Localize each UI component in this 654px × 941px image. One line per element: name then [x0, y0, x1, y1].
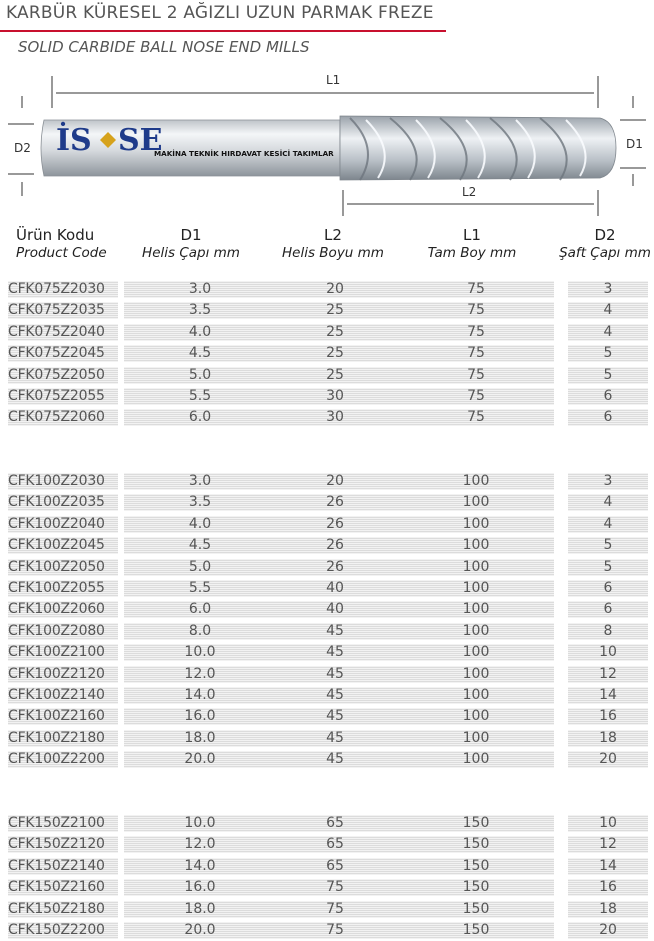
- l1-cell: 75: [398, 324, 554, 341]
- d1-cell: 10.0: [124, 815, 276, 832]
- d2-cell: 16: [568, 879, 648, 896]
- product-code-cell: CFK100Z2055: [8, 580, 118, 597]
- table-row: [8, 879, 648, 896]
- l2-cell: 45: [272, 730, 398, 747]
- l2-cell: 25: [272, 367, 398, 384]
- d2-cell: 5: [568, 537, 648, 554]
- table-row: [8, 559, 648, 576]
- table-row: [8, 324, 648, 341]
- d1-cell: 20.0: [124, 751, 276, 768]
- l2-cell: 45: [272, 666, 398, 683]
- header-l1-sub: Tam Boy mm: [427, 245, 517, 261]
- d1-cell: 16.0: [124, 708, 276, 725]
- d1-cell: 14.0: [124, 858, 276, 875]
- product-code-cell: CFK075Z2055: [8, 388, 118, 405]
- d2-cell: 5: [568, 345, 648, 362]
- l1-cell: 75: [398, 281, 554, 298]
- l2-cell: 75: [272, 922, 398, 939]
- l1-cell: 100: [398, 708, 554, 725]
- d2-cell: 4: [568, 494, 648, 511]
- table-row: [8, 751, 648, 768]
- d1-cell: 12.0: [124, 666, 276, 683]
- table-row: [8, 922, 648, 939]
- l2-cell: 30: [272, 409, 398, 426]
- table-row: [8, 730, 648, 747]
- table-row: [8, 409, 648, 426]
- l1-cell: 75: [398, 388, 554, 405]
- product-code-cell: CFK100Z2140: [8, 687, 118, 704]
- d1-cell: 4.0: [124, 516, 276, 533]
- product-code-cell: CFK100Z2200: [8, 751, 118, 768]
- l1-cell: 100: [398, 751, 554, 768]
- l1-cell: 75: [398, 409, 554, 426]
- table-row: [8, 708, 648, 725]
- d2-cell: 20: [568, 922, 648, 939]
- product-code-cell: CFK075Z2045: [8, 345, 118, 362]
- l2-label: L2: [462, 185, 477, 199]
- product-code-cell: CFK075Z2040: [8, 324, 118, 341]
- d1-cell: 3.0: [124, 473, 276, 490]
- table-row: [8, 623, 648, 640]
- l2-cell: 30: [272, 388, 398, 405]
- product-code-cell: CFK075Z2060: [8, 409, 118, 426]
- title-english: SOLID CARBIDE BALL NOSE END MILLS: [18, 38, 310, 56]
- l1-cell: 150: [398, 922, 554, 939]
- l1-cell: 100: [398, 473, 554, 490]
- table-row: [8, 580, 648, 597]
- d1-cell: 5.5: [124, 580, 276, 597]
- d1-cell: 6.0: [124, 601, 276, 618]
- header-d2-main: D2: [594, 226, 616, 244]
- header-l1-main: L1: [463, 226, 481, 244]
- l2-cell: 26: [272, 516, 398, 533]
- d2-cell: 10: [568, 644, 648, 661]
- l1-cell: 100: [398, 559, 554, 576]
- header-l1: [421, 226, 523, 261]
- d2-label: D2: [14, 141, 31, 155]
- table-row: [8, 901, 648, 918]
- l2-cell: 45: [272, 623, 398, 640]
- d2-cell: 14: [568, 858, 648, 875]
- d1-cell: 3.5: [124, 494, 276, 511]
- d1-cell: 5.0: [124, 559, 276, 576]
- l1-label: L1: [326, 73, 341, 87]
- product-code-cell: CFK150Z2180: [8, 901, 118, 918]
- d2-cell: 4: [568, 516, 648, 533]
- product-code-cell: CFK100Z2120: [8, 666, 118, 683]
- l1-cell: 75: [398, 345, 554, 362]
- l1-cell: 150: [398, 879, 554, 896]
- d1-cell: 5.5: [124, 388, 276, 405]
- d1-cell: 10.0: [124, 644, 276, 661]
- l1-cell: 100: [398, 730, 554, 747]
- product-code-cell: CFK100Z2160: [8, 708, 118, 725]
- header-product-code-sub: Product Code: [16, 245, 107, 261]
- product-code-cell: CFK150Z2120: [8, 836, 118, 853]
- l2-cell: 25: [272, 324, 398, 341]
- l1-cell: 100: [398, 516, 554, 533]
- svg-text:İS: İS: [56, 123, 92, 158]
- d2-cell: 20: [568, 751, 648, 768]
- l1-cell: 150: [398, 836, 554, 853]
- l2-cell: 26: [272, 494, 398, 511]
- product-code-cell: CFK100Z2035: [8, 494, 118, 511]
- l1-cell: 100: [398, 644, 554, 661]
- product-code-cell: CFK100Z2180: [8, 730, 118, 747]
- l2-cell: 26: [272, 537, 398, 554]
- title-underline: [0, 30, 446, 32]
- l1-cell: 75: [398, 367, 554, 384]
- l2-cell: 45: [272, 708, 398, 725]
- svg-text:SE: SE: [118, 123, 163, 158]
- l1-cell: 100: [398, 666, 554, 683]
- l1-cell: 150: [398, 858, 554, 875]
- d1-cell: 6.0: [124, 409, 276, 426]
- table-row: [8, 302, 648, 319]
- l1-cell: 100: [398, 537, 554, 554]
- l1-cell: 100: [398, 601, 554, 618]
- header-l2: [280, 226, 386, 261]
- l2-cell: 25: [272, 302, 398, 319]
- product-code-cell: CFK150Z2200: [8, 922, 118, 939]
- l2-cell: 25: [272, 345, 398, 362]
- table-row: [8, 494, 648, 511]
- d2-cell: 10: [568, 815, 648, 832]
- d2-cell: 5: [568, 559, 648, 576]
- l2-cell: 45: [272, 751, 398, 768]
- product-code-cell: CFK150Z2160: [8, 879, 118, 896]
- table-row: [8, 687, 648, 704]
- l1-cell: 75: [398, 302, 554, 319]
- l2-cell: 45: [272, 644, 398, 661]
- product-code-cell: CFK075Z2050: [8, 367, 118, 384]
- table-row: [8, 666, 648, 683]
- product-code-cell: CFK075Z2030: [8, 281, 118, 298]
- d2-cell: 12: [568, 836, 648, 853]
- l1-cell: 150: [398, 901, 554, 918]
- d2-cell: 5: [568, 367, 648, 384]
- d1-cell: 3.0: [124, 281, 276, 298]
- header-d2: [556, 226, 654, 261]
- l2-cell: 75: [272, 901, 398, 918]
- d2-cell: 14: [568, 687, 648, 704]
- header-l2-main: L2: [324, 226, 342, 244]
- product-code-cell: CFK100Z2030: [8, 473, 118, 490]
- table-row: [8, 836, 648, 853]
- header-d2-sub: Şaft Çapı mm: [559, 245, 651, 261]
- header-product-code: [16, 226, 107, 261]
- d2-cell: 12: [568, 666, 648, 683]
- d2-cell: 18: [568, 901, 648, 918]
- d2-cell: 3: [568, 473, 648, 490]
- d1-cell: 8.0: [124, 623, 276, 640]
- table-row: [8, 281, 648, 298]
- l2-cell: 65: [272, 858, 398, 875]
- header-l2-sub: Helis Boyu mm: [282, 245, 384, 261]
- product-code-cell: CFK075Z2035: [8, 302, 118, 319]
- product-code-cell: CFK100Z2040: [8, 516, 118, 533]
- table-row: [8, 601, 648, 618]
- l2-cell: 40: [272, 580, 398, 597]
- d1-cell: 18.0: [124, 901, 276, 918]
- product-code-cell: CFK100Z2100: [8, 644, 118, 661]
- d2-cell: 4: [568, 324, 648, 341]
- product-code-cell: CFK100Z2080: [8, 623, 118, 640]
- d2-cell: 6: [568, 601, 648, 618]
- l2-cell: 65: [272, 836, 398, 853]
- d1-cell: 12.0: [124, 836, 276, 853]
- d1-cell: 14.0: [124, 687, 276, 704]
- header-d1-main: D1: [180, 226, 202, 244]
- header-d1-sub: Helis Çapı mm: [142, 245, 240, 261]
- header-product-code-main: Ürün Kodu: [16, 226, 95, 244]
- d2-cell: 8: [568, 623, 648, 640]
- d1-cell: 5.0: [124, 367, 276, 384]
- l2-cell: 65: [272, 815, 398, 832]
- d1-cell: 16.0: [124, 879, 276, 896]
- l2-cell: 20: [272, 281, 398, 298]
- d2-cell: 18: [568, 730, 648, 747]
- table-row: [8, 367, 648, 384]
- l2-cell: 20: [272, 473, 398, 490]
- d2-cell: 6: [568, 388, 648, 405]
- d1-label: D1: [626, 137, 643, 151]
- table-row: [8, 345, 648, 362]
- tool-diagram: [0, 68, 654, 218]
- product-code-cell: CFK150Z2140: [8, 858, 118, 875]
- d2-cell: 4: [568, 302, 648, 319]
- table-row: [8, 858, 648, 875]
- d2-cell: 3: [568, 281, 648, 298]
- l1-cell: 100: [398, 623, 554, 640]
- l1-cell: 100: [398, 687, 554, 704]
- table-row: [8, 644, 648, 661]
- d1-cell: 4.0: [124, 324, 276, 341]
- logo-subtitle: MAKİNA TEKNİK HIRDAVAT KESİCİ TAKIMLAR: [154, 149, 334, 158]
- d2-cell: 16: [568, 708, 648, 725]
- l2-cell: 45: [272, 687, 398, 704]
- product-code-cell: CFK100Z2050: [8, 559, 118, 576]
- d1-cell: 4.5: [124, 345, 276, 362]
- l1-cell: 100: [398, 494, 554, 511]
- table-row: [8, 815, 648, 832]
- product-code-cell: CFK100Z2060: [8, 601, 118, 618]
- l1-cell: 100: [398, 580, 554, 597]
- d1-cell: 4.5: [124, 537, 276, 554]
- d1-cell: 20.0: [124, 922, 276, 939]
- d1-cell: 3.5: [124, 302, 276, 319]
- title-turkish: KARBÜR KÜRESEL 2 AĞIZLI UZUN PARMAK FREZE: [6, 3, 434, 23]
- d2-cell: 6: [568, 580, 648, 597]
- l1-cell: 150: [398, 815, 554, 832]
- table-row: [8, 388, 648, 405]
- l2-cell: 75: [272, 879, 398, 896]
- product-code-cell: CFK150Z2100: [8, 815, 118, 832]
- table-row: [8, 537, 648, 554]
- d1-cell: 18.0: [124, 730, 276, 747]
- product-code-cell: CFK100Z2045: [8, 537, 118, 554]
- l2-cell: 26: [272, 559, 398, 576]
- l2-cell: 40: [272, 601, 398, 618]
- d2-cell: 6: [568, 409, 648, 426]
- table-row: [8, 516, 648, 533]
- table-row: [8, 473, 648, 490]
- header-d1: [139, 226, 243, 261]
